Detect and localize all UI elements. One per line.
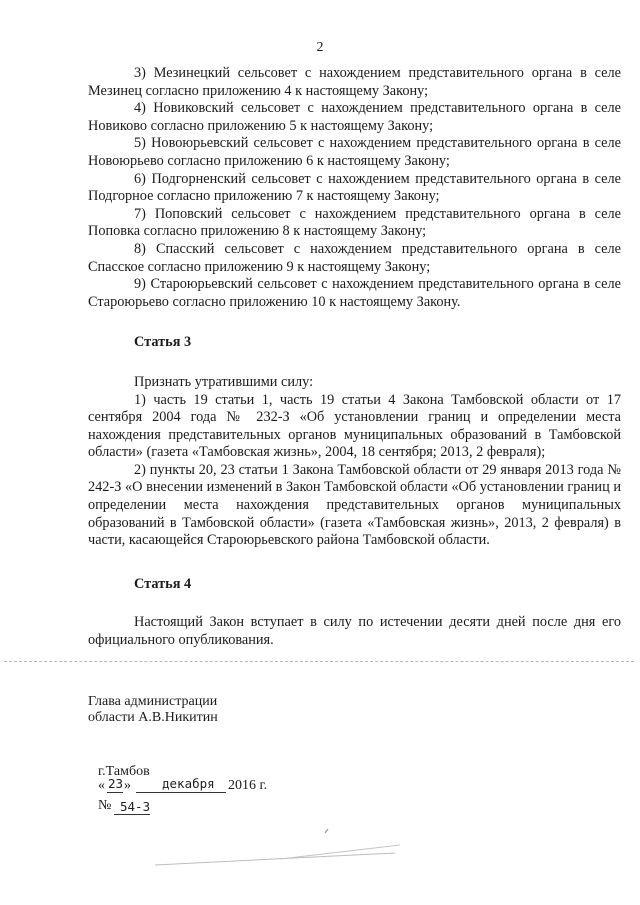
list-item: 6) Подгорненский сельсовет с нахождением представительного органа в селе Подгорное согласно приложению 7 к настоящему Закону; — [88, 170, 621, 205]
law-number: 54-З — [120, 799, 151, 814]
date-close-quote: » — [124, 778, 131, 793]
article-3-intro: Признать утратившими силу: — [134, 373, 314, 390]
list-item: 9) Староюрьевский сельсовет с нахождением представительного органа в селе Староюрьево согласно приложению 10 к настоящему Закону. — [88, 276, 621, 310]
date-open-quote: « — [98, 778, 105, 793]
date-month: декабря — [162, 776, 215, 791]
number-label: № — [98, 798, 112, 813]
list-item: 5) Новоюрьевский сельсовет с нахождением представительного органа в селе Новоюрьево согласно приложению 6 к настоящему Закону; — [88, 135, 621, 169]
signature-name: области А.В.Никитин — [88, 710, 218, 725]
list-item: 8) Спасский сельсовет с нахождением представительного органа в селе Спасское согласно приложению 9 к настоящему Закону; — [88, 240, 621, 275]
document-body — [88, 65, 621, 650]
article-3-heading: Статья 3 — [134, 334, 192, 351]
date-line — [98, 776, 318, 796]
signature-block — [88, 694, 218, 726]
article-4-heading: Статья 4 — [134, 575, 192, 592]
place-of-signing: г.Тамбов — [98, 764, 150, 779]
article-4-text: Настоящий Закон вступает в силу по истечении десяти дней после дня его официального опубликования. — [88, 614, 621, 649]
date-year: 2016 г. — [228, 778, 268, 793]
scan-artifact-lines — [150, 815, 410, 875]
list-item: 3) Мезинецкий сельсовет с нахождением представительного органа в селе Мезинец согласно приложению 4 к настоящему Закону; — [88, 65, 621, 99]
fold-line — [4, 661, 634, 662]
page-number: 2 — [316, 40, 324, 55]
list-item: 7) Поповский сельсовет с нахождением представительного органа в селе Поповка согласно приложению 8 к настоящему Закону; — [88, 205, 621, 240]
law-number-line — [98, 796, 198, 816]
signature-title: Глава администрации — [88, 694, 218, 709]
date-day: 23 — [108, 776, 124, 791]
article-3-item: 2) пункты 20, 23 статьи 1 Закона Тамбовской области от 29 января 2013 года № 242-З «О внесении изменений в Закон Тамбовской области «Об установлении границ и определении места нахождения представительных органов муниципальных образований в Тамбовской области» (газета «Тамбовская жизнь», 2013, 2 февраля) в части, касающейся Староюрьевского района Тамбовской области. — [88, 461, 621, 549]
article-3-item: 1) часть 19 статьи 1, часть 19 статьи 4 Закона Тамбовской области от 17 сентября 2004 года № 232-З «Об установлении границ и определении места нахождения представительных органов муниципальных образований в Тамбовской области» (газета «Тамбовская жизнь», 2004, 18 сентября; 2013, 2 февраля); — [88, 391, 621, 461]
list-item: 4) Новиковский сельсовет с нахождением представительного органа в селе Новиково согласно приложению 5 к настоящему Закону; — [88, 100, 621, 134]
